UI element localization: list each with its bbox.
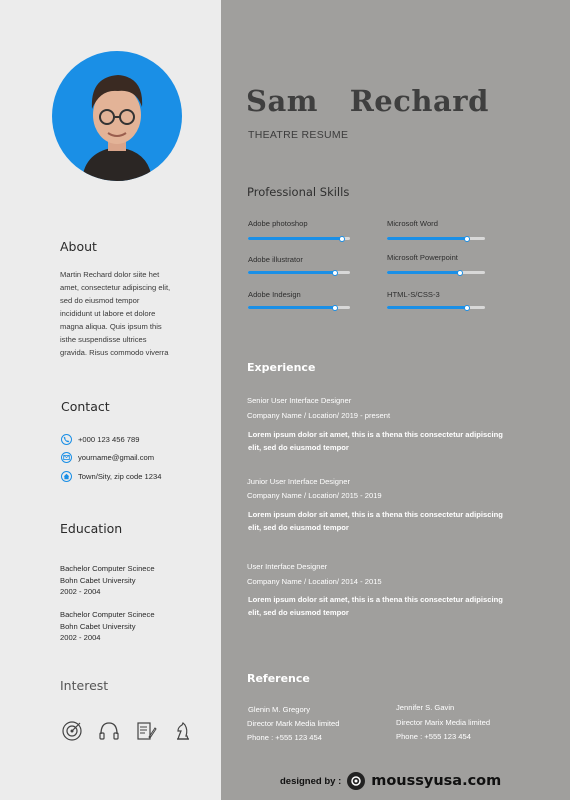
job-role: User Interface Designer: [247, 562, 328, 571]
skill-bar: [248, 271, 350, 274]
education-entry: [60, 609, 155, 644]
about-text: [60, 268, 170, 359]
about-title: About: [60, 239, 97, 254]
skills-title: Professional Skills: [247, 185, 350, 199]
education-school: Bohn Cabet University: [60, 621, 136, 631]
about-line: gravida. Risus commodo viverra: [60, 348, 169, 357]
job-company: Company Name / Location/ 2019 - present: [247, 411, 391, 420]
designer-credit: [280, 772, 501, 790]
resume-subtitle: THEATRE RESUME: [248, 129, 349, 141]
reference-role: Director Marix Media limited: [396, 718, 491, 727]
education-title: Education: [60, 521, 123, 536]
education-degree: Bachelor Computer Scinece: [60, 564, 155, 573]
about-line: isthe suspendisse ultrices: [60, 335, 147, 344]
contact-email-text: yourname@gmail.com: [78, 453, 155, 462]
skill-knob: [457, 270, 463, 276]
skill-label: Microsoft Word: [387, 219, 438, 228]
education-school: Bohn Cabet University: [60, 575, 136, 585]
writing-icon: [135, 720, 157, 742]
skill-bar: [387, 271, 485, 274]
skill-label: Adobe Indesign: [248, 290, 301, 299]
interest-title: Interest: [60, 678, 109, 693]
job-company: Company Name / Location/ 2014 - 2015: [247, 577, 382, 586]
target-icon: [61, 720, 83, 742]
job-description: Lorem ipsum dolor sit amet, this is a thena this consectetur adipiscing: [248, 510, 503, 519]
skill-label: Adobe photoshop: [248, 219, 308, 228]
interest-icons: [61, 720, 194, 742]
about-line: magna aliqua. Quis ipsum this: [60, 322, 162, 331]
job-description: elit, sed do eiusmod tempor: [248, 443, 349, 452]
skill-knob: [464, 236, 470, 242]
chess-knight-icon: [172, 720, 194, 742]
reference-title: Reference: [247, 672, 310, 685]
designed-by-label: designed by :: [280, 775, 342, 787]
skill-knob: [464, 305, 470, 311]
education-years: 2002 - 2004: [60, 587, 101, 596]
job-description: Lorem ipsum dolor sit amet, this is a thena this consectetur adipiscing: [248, 595, 503, 604]
skill-bar: [248, 237, 350, 240]
skill-bar: [248, 306, 350, 309]
about-line: Martin Rechard dolor siite het: [60, 270, 160, 279]
job-description: Lorem ipsum dolor sit amet, this is a thena this consectetur adipiscing: [248, 430, 503, 439]
skill-knob: [332, 305, 338, 311]
skill-label: Microsoft Powerpoint: [387, 253, 458, 262]
skill-fill: [387, 271, 460, 274]
reference-name: Jennifer S. Gavin: [396, 703, 455, 712]
candidate-name: Sam Rechard: [246, 84, 489, 118]
reference-phone: Phone : +555 123 454: [396, 732, 471, 741]
skill-label: HTML-S/CSS-3: [387, 290, 440, 299]
skill-bar: [387, 306, 485, 309]
contact-title: Contact: [61, 399, 110, 414]
reference-name: Glenin M. Gregory: [248, 705, 311, 714]
reference-phone: Phone : +555 123 454: [247, 733, 322, 742]
education-years: 2002 - 2004: [60, 633, 101, 642]
skill-fill: [248, 237, 342, 240]
skill-fill: [248, 306, 335, 309]
job-role: Junior User Interface Designer: [247, 477, 350, 486]
about-line: incididunt ut labore et dolore: [60, 309, 156, 318]
headphones-icon: [98, 720, 120, 742]
contact-email[interactable]: [61, 452, 154, 463]
job-description: elit, sed do eiusmod tempor: [248, 523, 349, 532]
reference-role: Director Mark Media limited: [247, 719, 340, 728]
skill-bar: [387, 237, 485, 240]
site-name[interactable]: moussyusa.com: [371, 773, 502, 789]
about-line: sed do eiusmod tempor: [60, 296, 140, 305]
job-description: elit, sed do eiusmod tempor: [248, 608, 349, 617]
home-icon: [61, 471, 72, 482]
skill-fill: [387, 306, 467, 309]
email-icon: [61, 452, 72, 463]
phone-icon: [61, 434, 72, 445]
contact-phone[interactable]: [61, 434, 139, 445]
job-company: Company Name / Location/ 2015 - 2019: [247, 491, 382, 500]
skill-knob: [339, 236, 345, 242]
skill-fill: [248, 271, 335, 274]
job-role: Senior User Interface Designer: [247, 396, 352, 405]
site-logo-icon: [347, 772, 365, 790]
profile-photo: [52, 51, 182, 181]
education-entry: [60, 563, 155, 598]
contact-address-text: Town/Sity, zip code 1234: [78, 472, 162, 481]
experience-title: Experience: [247, 361, 316, 374]
contact-phone-text: +000 123 456 789: [78, 435, 140, 444]
skill-fill: [387, 237, 467, 240]
skill-label: Adobe illustrator: [248, 255, 303, 264]
education-degree: Bachelor Computer Scinece: [60, 610, 155, 619]
skill-knob: [332, 270, 338, 276]
about-line: amet, consectetur adipiscing elit,: [60, 283, 171, 292]
contact-address: [61, 471, 161, 482]
